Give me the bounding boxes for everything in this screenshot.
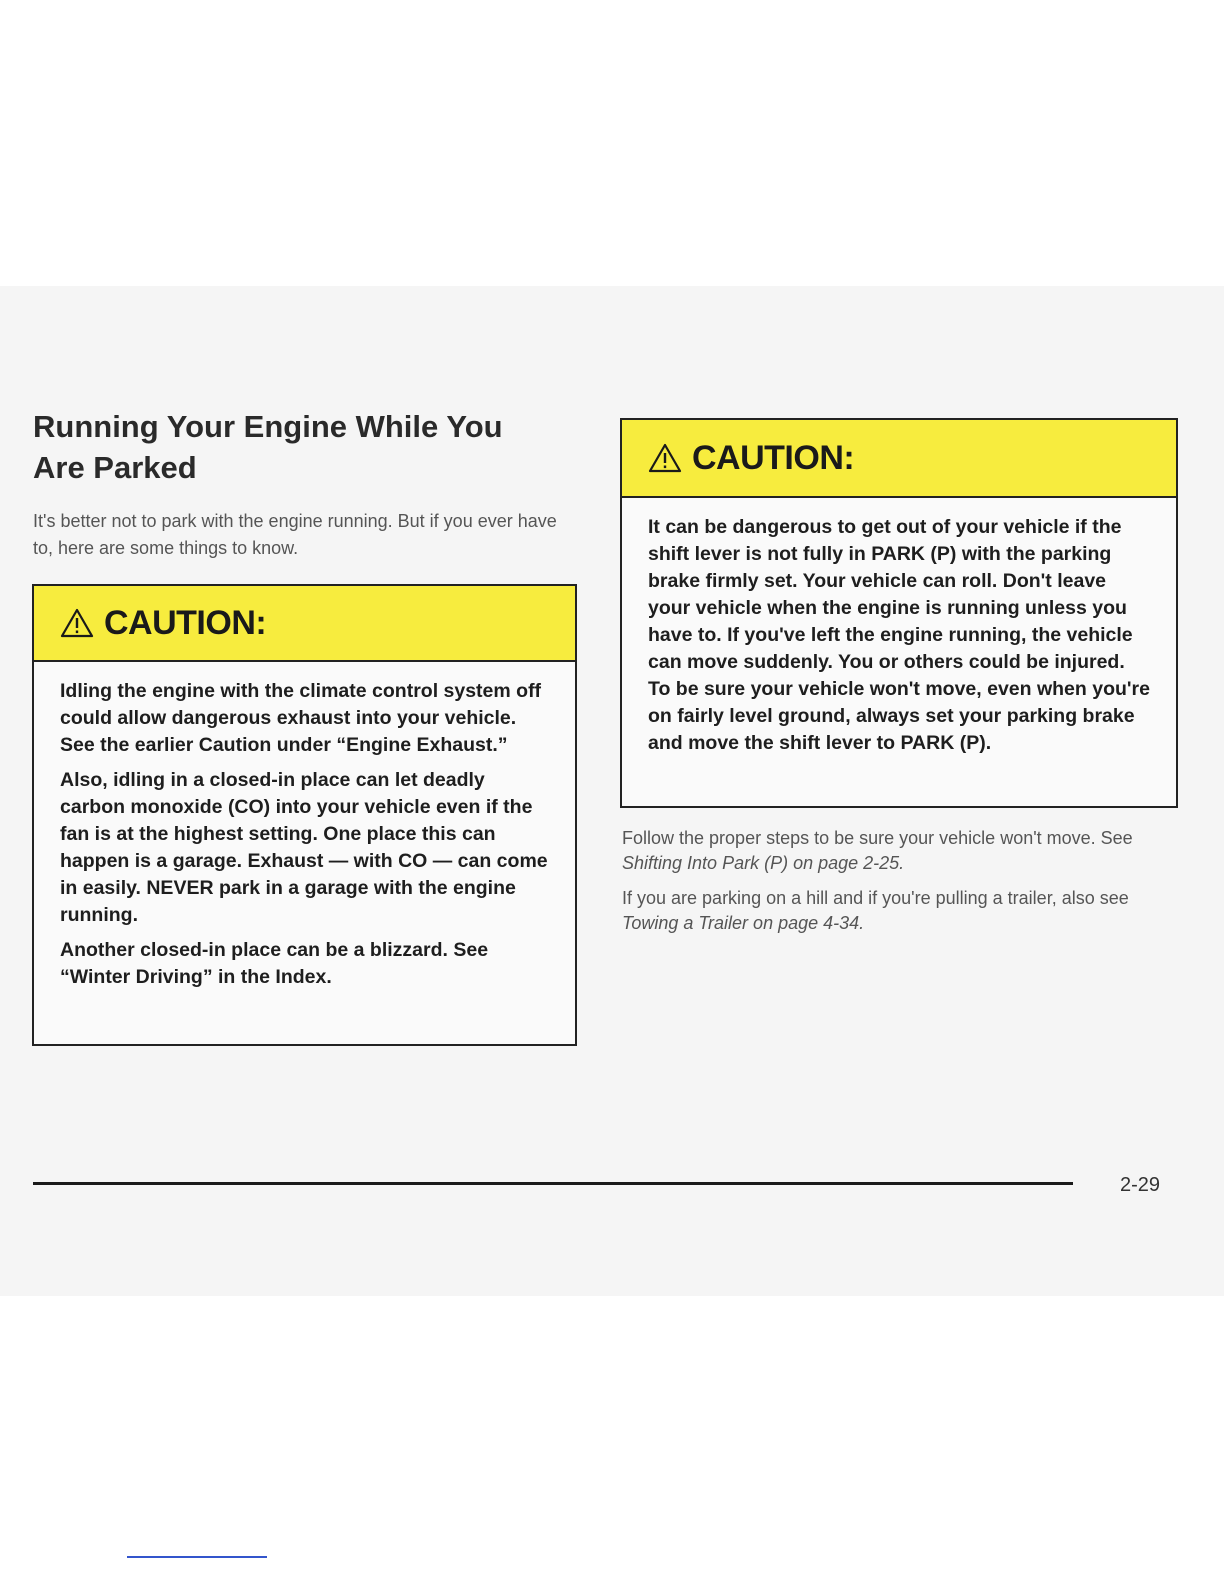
hill-trailer-text: If you are parking on a hill and if you're pulling a trailer, also see: [622, 888, 1129, 908]
page-number: 2-29: [1120, 1174, 1161, 1196]
right-column-text: [622, 826, 1178, 946]
caution-left-paragraph: Another closed-in place can be a blizzard. See “Winter Driving” in the Index.: [60, 939, 489, 988]
caution-left-paragraph: Also, idling in a closed-in place can let deadly carbon monoxide (CO) into your vehicle even if the fan is at the highest setting. One place this can happen is a garage. Exhaust — with CO — can come in easily. NEVER park in a garage with the engine running.: [60, 769, 548, 926]
caution-body-left: [34, 662, 575, 991]
caution-title-left: CAUTION:: [104, 603, 267, 642]
hill-trailer-paragraph: [622, 886, 1178, 936]
intro-paragraph: It's better not to park with the engine running. But if you ever have to, here are some things to know.: [33, 511, 557, 558]
page-title: Running Your Engine While You Are Parked: [33, 409, 503, 485]
caution-title-right: CAUTION:: [692, 438, 855, 477]
follow-steps-paragraph: [622, 826, 1178, 876]
follow-steps-text: Follow the proper steps to be sure your vehicle won't move. See: [622, 828, 1133, 848]
shifting-into-park-reference[interactable]: Shifting Into Park (P) on page 2-25.: [622, 853, 905, 873]
caution-box-right: [620, 418, 1178, 808]
caution-header-right: [622, 420, 1176, 498]
warning-triangle-icon: [648, 443, 682, 473]
caution-box-left: [32, 584, 577, 1046]
caution-right-paragraph: It can be dangerous to get out of your vehicle if the shift lever is not fully in PARK (P) with the parking brake firmly set. Your vehicle can roll. Don't leave your vehicle when the engine is running unless you have to. If you've left the engine running, the vehicle can move suddenly. You or others could be injured. To be sure your vehicle won't move, even when you're on fairly level ground, always set your parking brake and move the shift lever to PARK (P).: [648, 516, 1150, 754]
caution-body-right: [622, 498, 1176, 757]
caution-left-paragraph: Idling the engine with the climate control system off could allow dangerous exhaust into your vehicle. See the earlier Caution under “Engine Exhaust.”: [60, 680, 542, 756]
caution-header-left: [34, 586, 575, 662]
warning-triangle-icon: [60, 608, 94, 638]
towing-trailer-reference[interactable]: Towing a Trailer on page 4-34.: [622, 913, 865, 933]
footer-rule: [33, 1182, 1073, 1185]
link-underline: [127, 1556, 267, 1558]
